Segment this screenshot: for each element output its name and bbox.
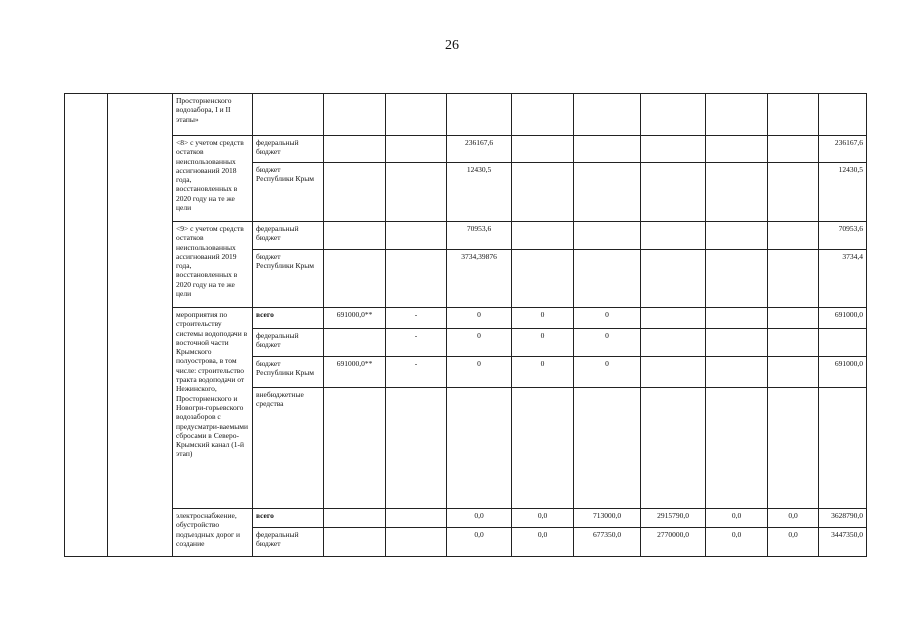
empty-cell — [819, 388, 867, 509]
empty-cell — [641, 222, 706, 250]
total-cell: 3628790,0 — [819, 509, 867, 528]
empty-cell — [512, 163, 574, 222]
empty-cell — [768, 357, 819, 388]
value-cell: 0,0 — [512, 528, 574, 557]
empty-cell — [768, 94, 819, 136]
measure-name: <9> с учетом средств остатков неиспользованных ассигнований 2019 года, восстановленных в 2020 году на те же цели — [173, 222, 253, 308]
table-row — [65, 94, 867, 136]
empty-cell — [512, 250, 574, 308]
value-cell: 236167,6 — [447, 136, 512, 163]
empty-cell — [641, 388, 706, 509]
empty-cell — [768, 388, 819, 509]
funding-source: федеральный бюджет — [253, 329, 324, 357]
empty-cell — [706, 94, 768, 136]
empty-cell — [768, 250, 819, 308]
funding-source: бюджет Республики Крым — [253, 250, 324, 308]
value-cell: 0 — [574, 308, 641, 329]
value-cell: 677350,0 — [574, 528, 641, 557]
empty-cell — [512, 222, 574, 250]
value-cell: 0,0 — [447, 509, 512, 528]
empty-cell — [706, 250, 768, 308]
empty-cell — [574, 250, 641, 308]
empty-cell — [447, 388, 512, 509]
empty-cell — [324, 94, 386, 136]
measure-name: электроснабжение, обустройство подъездных дорог и создание — [173, 509, 253, 557]
value-cell: 3734,39876 — [447, 250, 512, 308]
measure-name: <8> с учетом средств остатков неиспользованных ассигнований 2018 года, восстановленных в 2020 году на те же цели — [173, 136, 253, 222]
value-cell: 0 — [574, 357, 641, 388]
empty-cell — [324, 136, 386, 163]
empty-cell — [574, 388, 641, 509]
empty-cell — [253, 94, 324, 136]
empty-cell — [768, 308, 819, 329]
value-cell: 0,0 — [768, 528, 819, 557]
value-cell: 0,0 — [706, 528, 768, 557]
empty-cell — [324, 222, 386, 250]
empty-cell — [324, 388, 386, 509]
total-cell: 236167,6 — [819, 136, 867, 163]
empty-cell — [706, 329, 768, 357]
value-cell: 691000,0** — [324, 357, 386, 388]
funding-source: федеральный бюджет — [253, 528, 324, 557]
funding-source: бюджет Республики Крым — [253, 163, 324, 222]
table-row — [65, 136, 867, 163]
total-cell: 3734,4 — [819, 250, 867, 308]
value-cell: 0,0 — [512, 509, 574, 528]
funding-source: федеральный бюджет — [253, 222, 324, 250]
empty-cell — [324, 509, 386, 528]
value-cell: 2915790,0 — [641, 509, 706, 528]
empty-cell — [65, 94, 108, 557]
empty-cell — [512, 136, 574, 163]
empty-cell — [386, 509, 447, 528]
empty-cell — [641, 357, 706, 388]
value-cell: - — [386, 329, 447, 357]
measure-name: Просторненского водозабора, I и II этапы» — [173, 94, 253, 136]
value-cell: 0 — [447, 329, 512, 357]
total-cell: 691000,0 — [819, 308, 867, 329]
empty-cell — [574, 163, 641, 222]
total-cell: 12430,5 — [819, 163, 867, 222]
empty-cell — [386, 528, 447, 557]
empty-cell — [706, 388, 768, 509]
value-cell: 2770000,0 — [641, 528, 706, 557]
value-cell: 0 — [512, 357, 574, 388]
empty-cell — [324, 250, 386, 308]
empty-cell — [706, 308, 768, 329]
empty-cell — [324, 329, 386, 357]
empty-cell — [641, 136, 706, 163]
total-cell: 70953,6 — [819, 222, 867, 250]
empty-cell — [819, 94, 867, 136]
value-cell: 0,0 — [447, 528, 512, 557]
value-cell: 70953,6 — [447, 222, 512, 250]
value-cell: 0 — [512, 329, 574, 357]
funding-source: всего — [253, 308, 324, 329]
funding-source: внебюджетные средства — [253, 388, 324, 509]
table-row — [65, 308, 867, 329]
empty-cell — [819, 329, 867, 357]
empty-cell — [386, 94, 447, 136]
empty-cell — [641, 250, 706, 308]
empty-cell — [512, 388, 574, 509]
empty-cell — [768, 329, 819, 357]
value-cell: 0 — [574, 329, 641, 357]
funding-source: бюджет Республики Крым — [253, 357, 324, 388]
value-cell: 0 — [512, 308, 574, 329]
empty-cell — [706, 136, 768, 163]
empty-cell — [641, 308, 706, 329]
total-cell: 691000,0 — [819, 357, 867, 388]
empty-cell — [324, 528, 386, 557]
empty-cell — [706, 163, 768, 222]
empty-cell — [386, 388, 447, 509]
empty-cell — [641, 163, 706, 222]
value-cell: - — [386, 308, 447, 329]
table-row — [65, 509, 867, 528]
value-cell: 713000,0 — [574, 509, 641, 528]
empty-cell — [324, 163, 386, 222]
funding-source: всего — [253, 509, 324, 528]
empty-cell — [574, 136, 641, 163]
budget-table — [64, 93, 867, 557]
empty-cell — [447, 94, 512, 136]
empty-cell — [574, 222, 641, 250]
funding-source: федеральный бюджет — [253, 136, 324, 163]
empty-cell — [386, 163, 447, 222]
empty-cell — [386, 222, 447, 250]
value-cell: 0,0 — [706, 509, 768, 528]
empty-cell — [706, 222, 768, 250]
empty-cell — [641, 94, 706, 136]
value-cell: 12430,5 — [447, 163, 512, 222]
total-cell: 3447350,0 — [819, 528, 867, 557]
empty-cell — [768, 163, 819, 222]
table-row — [65, 222, 867, 250]
value-cell: 0,0 — [768, 509, 819, 528]
empty-cell — [386, 136, 447, 163]
value-cell: 0 — [447, 357, 512, 388]
empty-cell — [108, 94, 173, 557]
measure-name: мероприятия по строительству системы водоподачи в восточной части Крымского полуострова, в том числе: строительство тракта водоподачи от Нежинского, Просторненского и Новогри-горьевского водозаборов с предусматри-ваемыми сбросами в Северо-Крымский канал (1-й этап) — [173, 308, 253, 509]
empty-cell — [768, 136, 819, 163]
value-cell: 691000,0** — [324, 308, 386, 329]
empty-cell — [512, 94, 574, 136]
value-cell: 0 — [447, 308, 512, 329]
empty-cell — [574, 94, 641, 136]
empty-cell — [768, 222, 819, 250]
value-cell: - — [386, 357, 447, 388]
page-number: 26 — [445, 38, 459, 53]
empty-cell — [641, 329, 706, 357]
empty-cell — [386, 250, 447, 308]
empty-cell — [706, 357, 768, 388]
